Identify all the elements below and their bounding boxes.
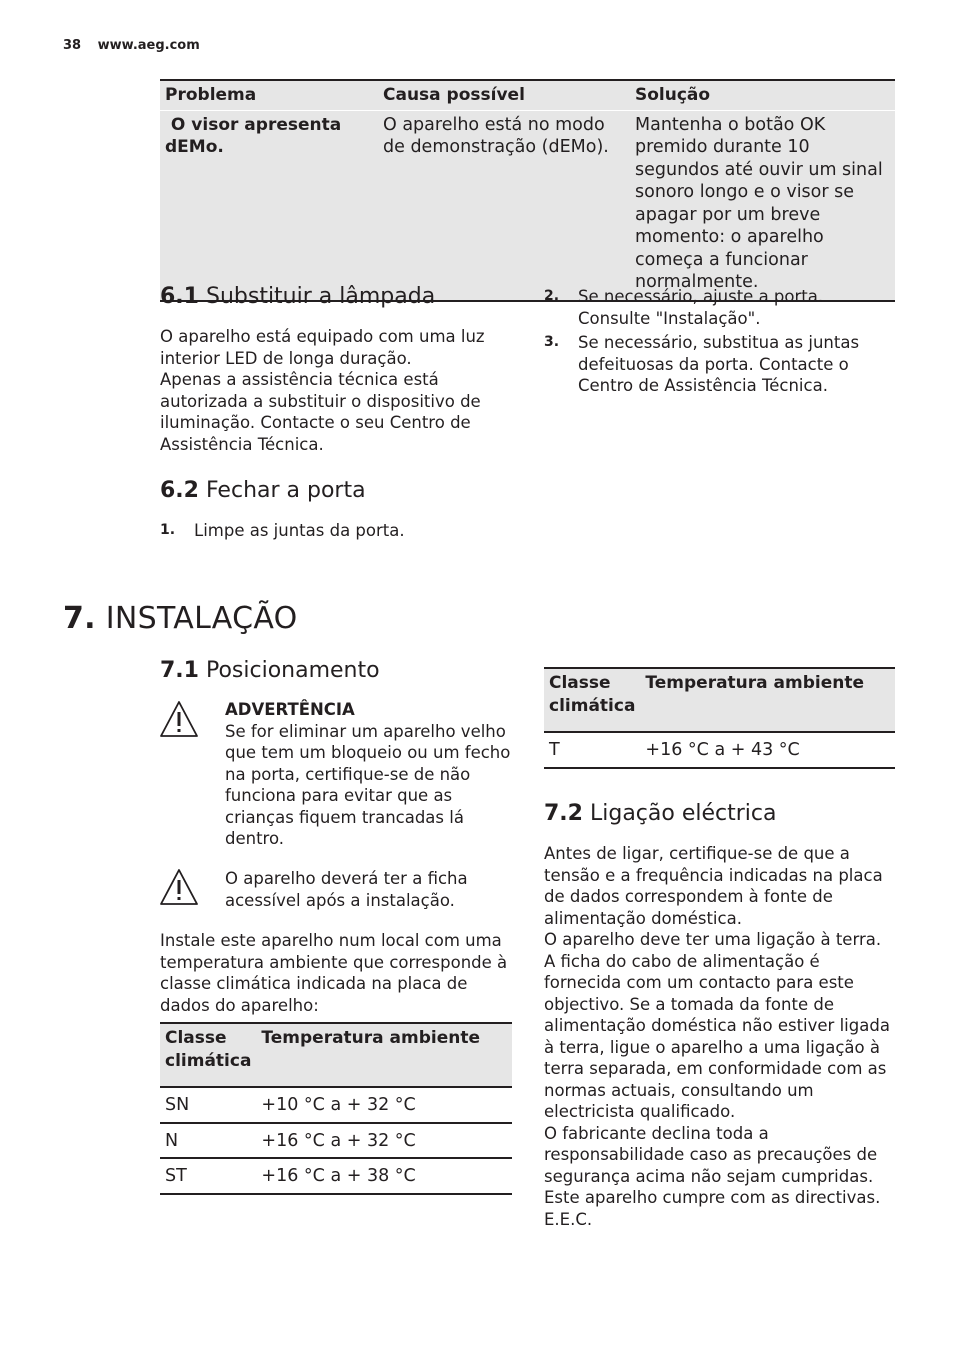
cause-cell: O aparelho está no modo de demonstração (dEMo). [383,114,609,157]
solution-cell: Mantenha o botão OK premido durante 10 segundos até ouvir um sinal sonoro longo e o visor se apagar por um breve momento: o aparelho começa a funcionar normalmente. [635,114,883,292]
column-header-problem: Problema [165,85,257,105]
temperature-cell: +10 °C a + 32 °C [261,1095,416,1115]
section-number: 6.1 [160,284,199,309]
column-header-class: Classe climática [549,673,636,716]
temperature-cell: +16 °C a + 43 °C [645,740,800,760]
section-title-text: Posicionamento [205,658,380,683]
paragraph: O fabricante declina toda a responsabilidade caso as precauções de segurança acima não sejam cumpridas. [544,1123,878,1186]
temperature-cell: +16 °C a + 32 °C [261,1130,416,1151]
page-number: 38 [63,38,82,53]
step-text: Limpe as juntas da porta. [194,521,405,540]
column-header-class: Classe climática [165,1028,252,1071]
step-text: Se necessário, ajuste a porta. Consulte "Instalação". [578,287,824,328]
section-7-2-body [544,843,896,1230]
list-item [544,286,889,329]
section-7-1-title [160,658,380,683]
paragraph: Apenas a assistência técnica está autorizada a substituir o dispositivo de iluminação. Contacte o seu Centro de Assistência Técnica. [160,370,481,454]
warning-text: Se for eliminar um aparelho velho que tem um bloqueio ou um fecho na porta, certifique-se de não funciona para evitar que as crianças fiquem trancadas lá dentro. [225,721,511,848]
step-number: 2. [544,288,560,304]
table-header-row [544,668,895,732]
temperature-cell: +16 °C a + 38 °C [261,1166,416,1186]
column-header-cause: Causa possível [383,85,525,105]
paragraph: Instale este aparelho num local com uma temperatura ambiente que corresponde à classe climática indicada na placa de dados do aparelho: [160,931,508,1015]
troubleshooting-table [160,79,895,302]
section-6-1-body [160,326,512,455]
paragraph: O aparelho deve ter uma ligação à terra. A ficha do cabo de alimentação é fornecida com um contacto para este objectivo. Se a tomada da fonte de alimentação doméstica não estiver ligada à terra, ligue o aparelho a uma ligação à terra separada, em conformidade com as normas actuais, consultando um electricista qualificado. [544,930,890,1121]
list-item [544,332,889,397]
table-header-row [160,1023,512,1087]
climate-class-table [160,1022,512,1195]
list-item [160,520,512,542]
table-row [160,1087,512,1123]
class-cell: ST [165,1166,187,1186]
installation-intro [160,930,515,1016]
page-header [63,38,200,53]
section-title-text: Substituir a lâmpada [205,284,436,309]
table-row [160,110,895,301]
chapter-title-text: INSTALAÇÃO [105,601,298,636]
section-6-2-title [160,478,366,503]
step-number: 1. [160,522,176,538]
warning-title: ADVERTÊNCIA [225,700,355,719]
steps-continued [544,286,889,397]
section-number: 7.2 [544,801,583,826]
class-cell: SN [165,1095,190,1115]
problem-cell: O visor apresenta dEMo. [165,114,348,157]
paragraph: O aparelho está equipado com uma luz interior LED de longa duração. [160,327,485,368]
section-6-1-title [160,284,435,309]
step-text: Se necessário, substitua as juntas defeituosas da porta. Contacte o Centro de Assistência Técnica. [578,333,860,395]
website-url: www.aeg.com [97,38,200,53]
section-number: 7.1 [160,658,199,683]
section-title-text: Fechar a porta [205,478,366,503]
note-block [225,868,495,911]
section-number: 6.2 [160,478,199,503]
table-header-row [160,80,895,110]
note-text: O aparelho deverá ter a ficha acessível após a instalação. [225,869,468,910]
warning-triangle-icon [159,868,199,906]
chapter-number: 7. [63,601,96,636]
paragraph: Este aparelho cumpre com as directivas. E.E.C. [544,1188,881,1229]
table-row [544,732,895,768]
chapter-title [63,601,298,636]
column-header-solution: Solução [635,85,711,105]
class-cell: N [165,1130,179,1151]
column-header-temperature: Temperatura ambiente [645,673,865,693]
section-7-2-title [544,801,776,826]
column-header-temperature: Temperatura ambiente [261,1028,481,1048]
class-cell: T [549,740,560,760]
warning-block [225,699,513,850]
table-row [160,1123,512,1159]
section-title-text: Ligação eléctrica [589,801,777,826]
warning-triangle-icon [159,700,199,738]
climate-class-table-continued [544,667,895,769]
table-row [160,1158,512,1194]
paragraph: Antes de ligar, certifique-se de que a tensão e a frequência indicadas na placa de dados correspondem à fonte de alimentação doméstica. [544,844,883,928]
step-number: 3. [544,334,560,350]
